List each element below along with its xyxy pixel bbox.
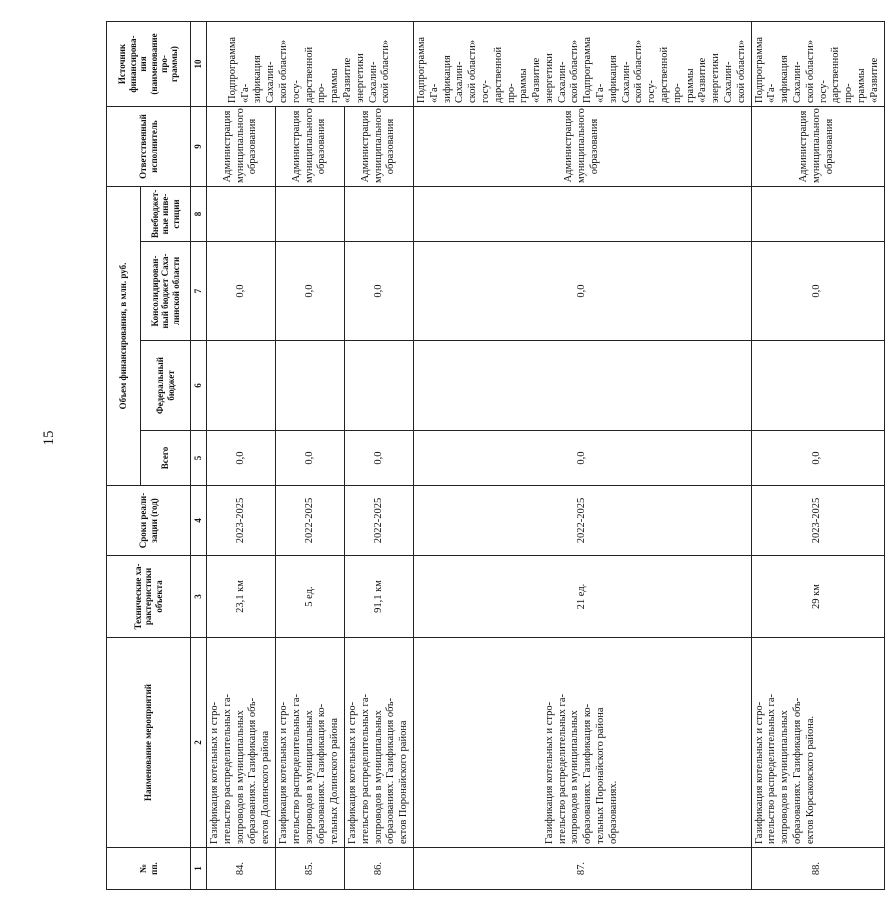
row-num: 85. xyxy=(275,848,344,890)
rotated-table-container xyxy=(106,22,880,890)
row-name: Газификация котельных и стро- ительство распределительных га- зопроводов в муниципальных образованиях. Газификация объ- ектов Поронайского района xyxy=(344,638,413,848)
colnum-4: 4 xyxy=(191,486,207,556)
colnum-5: 5 xyxy=(191,431,207,486)
colnum-7: 7 xyxy=(191,242,207,341)
table-row xyxy=(206,22,275,890)
row-num: 86. xyxy=(344,848,413,890)
row-federal xyxy=(751,341,884,431)
row-executor: Администрация муниципального образования xyxy=(413,107,751,187)
row-num: 84. xyxy=(206,848,275,890)
colnum-6: 6 xyxy=(191,341,207,431)
row-total: 0,0 xyxy=(344,431,413,486)
header-period: Сроки реали- зации (год) xyxy=(107,486,191,556)
row-offbudget xyxy=(751,187,884,242)
row-num: 88. xyxy=(751,848,884,890)
row-tech: 23,1 км xyxy=(206,556,275,638)
row-executor: Администрация муниципального образования xyxy=(344,107,413,187)
page-number: 15 xyxy=(41,430,57,446)
colnum-8: 8 xyxy=(191,187,207,242)
colnum-2: 2 xyxy=(191,638,207,848)
table-row xyxy=(275,22,344,890)
row-period: 2023-2025 xyxy=(206,486,275,556)
row-total: 0,0 xyxy=(206,431,275,486)
row-offbudget xyxy=(413,187,751,242)
table-row xyxy=(751,22,884,890)
colnum-3: 3 xyxy=(191,556,207,638)
row-period: 2023-2025 xyxy=(751,486,884,556)
table-row xyxy=(413,22,751,890)
header-num: № пп. xyxy=(107,848,191,890)
row-total: 0,0 xyxy=(751,431,884,486)
header-tech: Технические ха- рактеристики объекта xyxy=(107,556,191,638)
row-total: 0,0 xyxy=(275,431,344,486)
row-tech: 91,1 км xyxy=(344,556,413,638)
row-executor: Администрация муниципального образования xyxy=(275,107,344,187)
row-period: 2022-2025 xyxy=(344,486,413,556)
row-offbudget xyxy=(344,187,413,242)
row-name: Газификация котельных и стро- ительство распределительных га- зопроводов в муниципальных образованиях. Газификация ко- тельных Долинского района xyxy=(275,638,344,848)
financing-table xyxy=(106,21,885,890)
row-regional: 0,0 xyxy=(344,242,413,341)
row-total: 0,0 xyxy=(413,431,751,486)
header-executor: Ответственный исполнитель xyxy=(107,107,191,187)
row-regional: 0,0 xyxy=(206,242,275,341)
colnum-9: 9 xyxy=(191,107,207,187)
row-federal xyxy=(275,341,344,431)
row-regional: 0,0 xyxy=(275,242,344,341)
row-offbudget xyxy=(275,187,344,242)
table-row xyxy=(344,22,413,890)
row-federal xyxy=(413,341,751,431)
colnum-1: 1 xyxy=(191,848,207,890)
row-regional: 0,0 xyxy=(413,242,751,341)
header-financing-group: Объем финансирования, в млн. руб. xyxy=(107,187,141,486)
header-federal: Федеральный бюджет xyxy=(141,341,191,431)
row-name: Газификация котельных и стро- ительство распределительных га- зопроводов в муниципальных образованиях. Газификация объ- ектов Долинского района xyxy=(206,638,275,848)
row-num: 87. xyxy=(413,848,751,890)
row-source: Подпрограмма «Га- зификация Сахалин- ской области» госу- дарственной про- граммы «Развитие xyxy=(751,22,884,107)
colnum-10: 10 xyxy=(191,22,207,107)
row-executor: Администрация муниципального образования xyxy=(751,107,884,187)
row-name: Газификация котельных и стро- ительство распределительных га- зопроводов в муниципальных образованиях. Газификация ко- тельных Поронайского района образованиях. xyxy=(413,638,751,848)
header-name: Наименование мероприятий xyxy=(107,638,191,848)
row-federal xyxy=(344,341,413,431)
row-period: 2022-2025 xyxy=(413,486,751,556)
row-offbudget xyxy=(206,187,275,242)
row-tech: 5 ед. xyxy=(275,556,344,638)
row-regional: 0,0 xyxy=(751,242,884,341)
row-source: Подпрограмма «Га- зификация Сахалин- ской области» госу- дарственной про- граммы «Развитие энергетики Сахалин- ской области» xyxy=(206,22,413,107)
header-source: Источник финансирова- ния (наименование про- граммы) xyxy=(107,22,191,107)
row-name: Газификация котельных и стро- ительство распределительных га- зопроводов в муниципальных образованиях. Газификация объ- ектов Корсаковского района. xyxy=(751,638,884,848)
row-source: Подпрограмма «Га- зификация Сахалин- ской области» госу- дарственной про- граммы «Развитие энергетики Сахалин- ской области» Подпрограмма «Га- зификация Сахалин- ской области» госу- дарственной про- граммы «Развитие энергетики Сахалин- ской области» xyxy=(413,22,751,107)
row-tech: 29 км xyxy=(751,556,884,638)
header-offbudget: Внебюджет- ные инве- стиции xyxy=(141,187,191,242)
row-period: 2022-2025 xyxy=(275,486,344,556)
row-federal xyxy=(206,341,275,431)
row-tech: 21 ед. xyxy=(413,556,751,638)
header-regional: Консолидирован- ный бюджет Саха- линской области xyxy=(141,242,191,341)
header-total: Всего xyxy=(141,431,191,486)
row-executor: Администрация муниципального образования xyxy=(206,107,275,187)
